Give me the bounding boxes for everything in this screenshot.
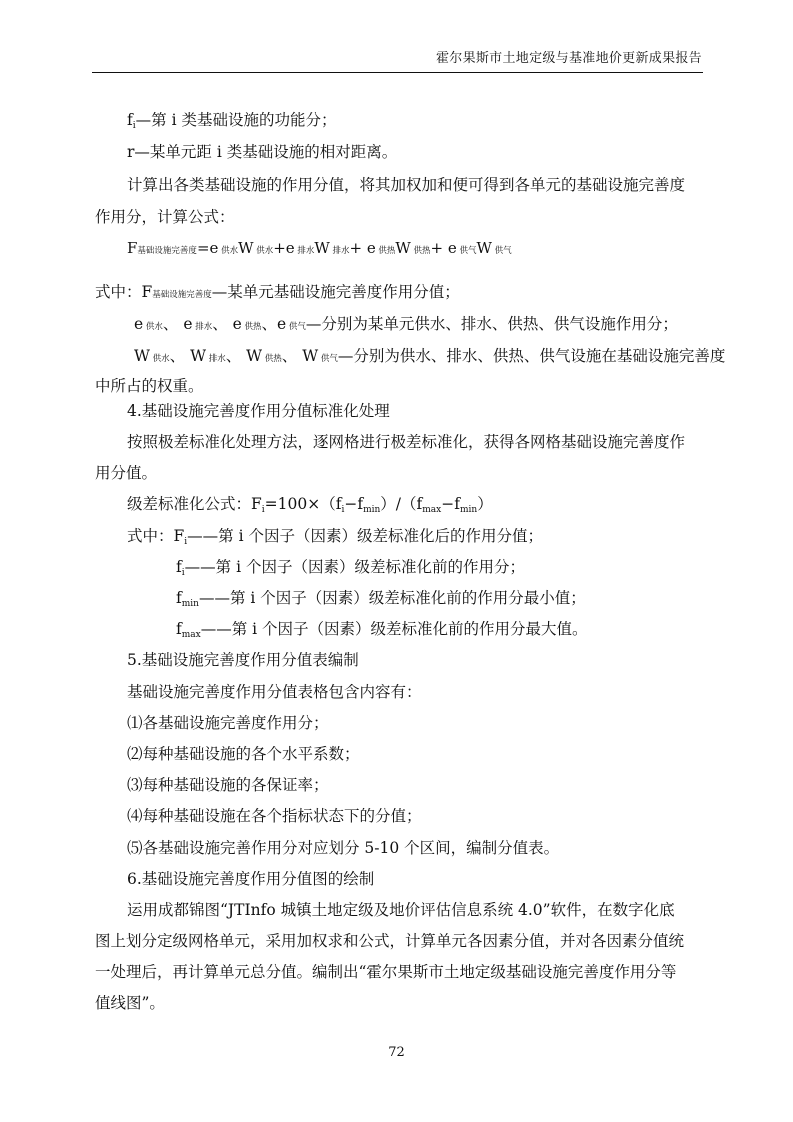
formula-explanation: $f_{min}——$第 i 个因子（因素）级差标准化前的作用分最小值；: [176, 589, 586, 609]
formula-explanation: $f_i——$第 i 个因子（因素）级差标准化前的作用分；: [176, 558, 525, 578]
paragraph-line: 用分值。: [95, 464, 158, 482]
section-heading: 4.基础设施完善度作用分值标准化处理: [127, 402, 390, 420]
formula-explanation: 式中：F基础设施完善度—某单元基础设施完善度作用分值；: [95, 283, 460, 301]
page-number: 72: [388, 1045, 405, 1060]
page-header: 霍尔果斯市土地定级与基准地价更新成果报告: [435, 51, 702, 66]
paragraph-line: 一处理后，再计算单元总分值。编制出“霍尔果斯市土地定级基础设施完善度作用分等: [95, 963, 677, 981]
paragraph-line: 基础设施完善度作用分值表格包含内容有：: [127, 683, 422, 701]
list-item: ⑴各基础设施完善度作用分；: [127, 714, 329, 732]
header-rule: [92, 72, 703, 73]
formula-explanation: 式中：$F_i——$第 i 个因子（因素）级差标准化后的作用分值；: [127, 527, 543, 547]
formula-explanation: $f_{max}——$第 i 个因子（因素）级差标准化前的作用分最大值。: [176, 620, 588, 640]
formula-explanation: W 供水、 W 排水、 W 供热、 W 供气—分别为供水、排水、供热、供气设施在基础设施完善度: [134, 347, 726, 365]
formula-standardization: 级差标准化公式：$F_i=100\times(f_i-f_{min})/(f_{max}-f_{min})$: [127, 495, 493, 515]
definition-r: r—某单元距 i 类基础设施的相对距离。: [127, 143, 398, 161]
list-item: ⑸各基础设施完善作用分对应划分 5-10 个区间，编制分值表。: [127, 839, 560, 857]
list-item: ⑶每种基础设施的各保证率；: [127, 776, 329, 794]
formula-infrastructure: F基础设施完善度=e 供水W 供水+e 排水W 排水+ e 供热W 供热+ e 供气W 供气: [127, 239, 512, 257]
paragraph-line: 中所占的权重。: [95, 377, 204, 395]
paragraph-line: 运用成都锦图“JTInfo 城镇土地定级及地价评估信息系统 4.0”软件，在数字化底: [127, 901, 675, 919]
list-item: ⑵每种基础设施的各个水平系数；: [127, 745, 360, 763]
section-heading: 6.基础设施完善度作用分值图的绘制: [127, 870, 375, 888]
list-item: ⑷每种基础设施在各个指标状态下的分值；: [127, 807, 422, 825]
paragraph-line: 计算出各类基础设施的作用分值，将其加权加和便可得到各单元的基础设施完善度: [127, 176, 686, 194]
paragraph-line: 按照极差标准化处理方法，逐网格进行极差标准化，获得各网格基础设施完善度作: [127, 433, 686, 451]
definition-fi: $f_i—$第 i 类基础设施的功能分；: [127, 111, 337, 131]
paragraph-line: 作用分，计算公式：: [95, 208, 235, 226]
section-heading: 5.基础设施完善度作用分值表编制: [127, 651, 359, 669]
paragraph-line: 值线图”。: [95, 994, 165, 1012]
paragraph-line: 图上划分定级网格单元，采用加权求和公式，计算单元各因素分值，并对各因素分值统: [95, 932, 685, 950]
formula-explanation: e 供水、 e 排水、 e 供热、e 供气—分别为某单元供水、排水、供热、供气设施作用分；: [134, 315, 678, 333]
